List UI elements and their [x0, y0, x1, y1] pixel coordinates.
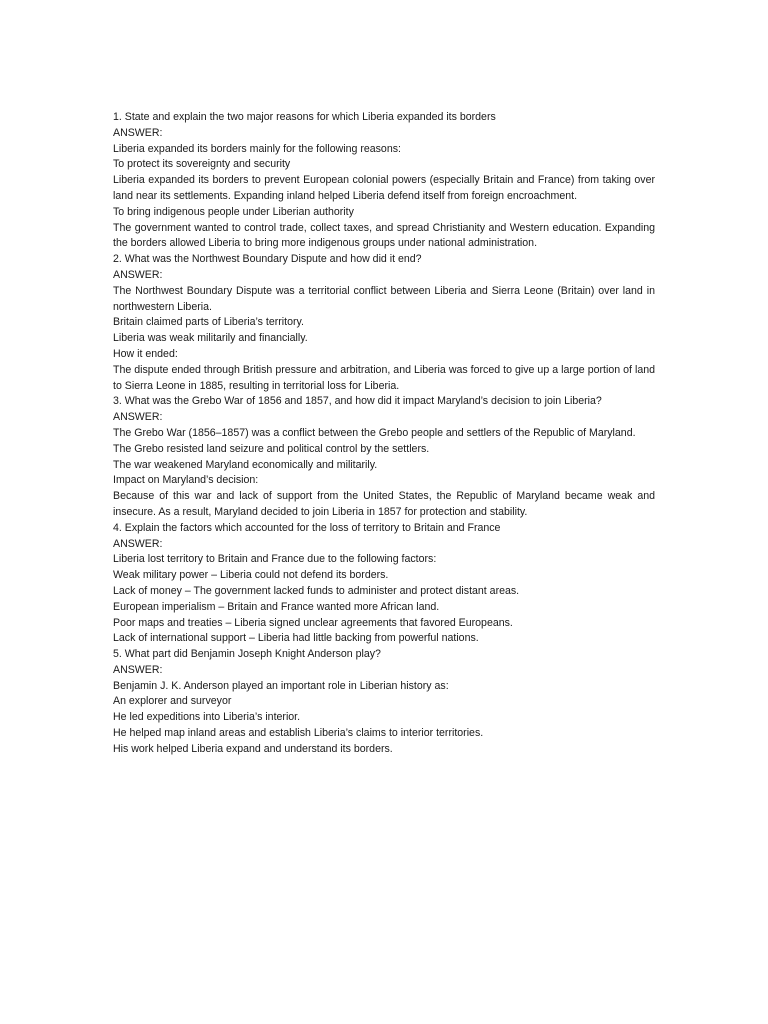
- text-line: The war weakened Maryland economically and militarily.: [113, 458, 378, 471]
- question-heading: 5. What part did Benjamin Joseph Knight Anderson play?: [113, 648, 381, 661]
- answer-paragraph: The Grebo War (1856–1857) was a conflict between the Grebo people and settlers of the Republic of Maryland.: [113, 426, 636, 439]
- text-line: To protect its sovereignty and security: [113, 158, 291, 171]
- text-line: European imperialism – Britain and France wanted more African land.: [113, 600, 440, 613]
- text-line: He helped map inland areas and establish Liberia’s claims to interior territories.: [113, 727, 484, 740]
- answer-paragraph: Because of this war and lack of support from the United States, the Republic of Maryland became weak and insecure. As a result, Maryland decided to join Liberia in 1857 for protection and stability.: [113, 490, 655, 518]
- text-line: Poor maps and treaties – Liberia signed unclear agreements that favored Europeans.: [113, 616, 513, 629]
- answer-paragraph: Liberia expanded its borders to prevent European colonial powers (especially Britain and France) from taking over land near its settlements. Expanding inland helped Liberia defend itself from foreign encroachment.: [113, 174, 655, 202]
- text-line: How it ended:: [113, 347, 178, 360]
- text-line: Liberia lost territory to Britain and France due to the following factors:: [113, 553, 437, 566]
- document-body: [113, 110, 655, 758]
- answer-label: ANSWER:: [113, 537, 163, 550]
- answer-label: ANSWER:: [113, 126, 163, 139]
- text-line: Benjamin J. K. Anderson played an important role in Liberian history as:: [113, 679, 449, 692]
- question-heading: 4. Explain the factors which accounted for the loss of territory to Britain and France: [113, 521, 501, 534]
- answer-label: ANSWER:: [113, 663, 163, 676]
- text-line: An explorer and surveyor: [113, 695, 232, 708]
- text-line: Lack of international support – Liberia had little backing from powerful nations.: [113, 632, 479, 645]
- question-heading: 1. State and explain the two major reasons for which Liberia expanded its borders: [113, 111, 496, 123]
- text-line: Impact on Maryland’s decision:: [113, 474, 259, 487]
- text-line: The Grebo resisted land seizure and political control by the settlers.: [113, 442, 430, 455]
- answer-paragraph: The Northwest Boundary Dispute was a territorial conflict between Liberia and Sierra Leone (Britain) over land in northwestern Liberia.: [113, 284, 655, 313]
- text-line: Lack of money – The government lacked funds to administer and protect distant areas.: [113, 584, 520, 597]
- text-line: Britain claimed parts of Liberia’s territory.: [113, 316, 304, 329]
- text-line: His work helped Liberia expand and understand its borders.: [113, 742, 393, 755]
- answer-paragraph: The dispute ended through British pressure and arbitration, and Liberia was forced to give up a large portion of land to Sierra Leone in 1885, resulting in territorial loss for Liberia.: [113, 363, 655, 392]
- answer-label: ANSWER:: [113, 411, 163, 424]
- question-heading: 3. What was the Grebo War of 1856 and 1857, and how did it impact Maryland’s decision to join Liberia?: [113, 395, 602, 408]
- question-heading: 2. What was the Northwest Boundary Dispute and how did it end?: [113, 253, 422, 266]
- answer-label: ANSWER:: [113, 268, 163, 281]
- text-line: To bring indigenous people under Liberian authority: [113, 205, 354, 218]
- text-line: He led expeditions into Liberia’s interior.: [113, 711, 301, 724]
- text-line: Liberia was weak militarily and financially.: [113, 332, 308, 345]
- text-line: Liberia expanded its borders mainly for the following reasons:: [113, 142, 401, 155]
- text-line: Weak military power – Liberia could not defend its borders.: [113, 569, 389, 582]
- answer-paragraph: The government wanted to control trade, collect taxes, and spread Christianity and Western education. Expanding the borders allowed Liberia to bring more indigenous groups under national administration.: [113, 221, 655, 250]
